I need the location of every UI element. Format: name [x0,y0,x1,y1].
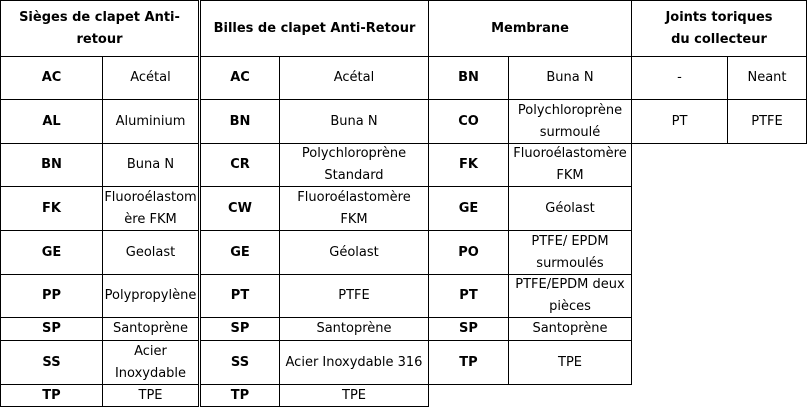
seat-code [0,143,103,187]
ball-material-text: PTFE [338,288,370,303]
membrane-code-text: PT [459,288,478,303]
membrane-material-text-line1: Polychloroprène [517,102,623,118]
balls-header [200,0,429,57]
seat-code [0,56,103,100]
seat-code-text: GE [41,244,62,260]
ball-code [200,317,280,341]
ball-code [200,384,280,407]
membrane-material-text-line2: surmoulés [536,255,604,271]
ball-material [279,99,429,144]
membrane-code-text: SP [459,321,478,336]
seat-material-text: Geolast [125,244,176,260]
ball-material [279,384,429,407]
membrane-material-text: Santoprène [532,321,608,336]
seat-material [102,317,199,341]
balls-header-text: Billes de clapet Anti-Retour [213,20,416,36]
ball-code [200,230,280,275]
seat-code-text: PP [41,288,62,303]
ball-material [279,340,429,385]
membrane-code [428,274,509,318]
ball-code-text: SS [230,354,250,370]
ball-material-text-line1: Polychloroprène [301,146,407,161]
oring-code [631,99,728,144]
ball-code-text: GE [230,244,250,260]
seat-material [102,99,199,144]
seats-header [0,0,199,57]
ball-code [200,186,280,231]
membrane-code [428,143,509,187]
ball-code [200,340,280,385]
ball-code-text: AC [230,70,250,85]
membrane-material-text-line1: Fluoroélastomère [513,146,627,161]
ball-material [279,186,429,231]
seat-material-text: Santoprène [112,321,189,336]
ball-material [279,230,429,275]
ball-material-text-line2: Standard [324,168,384,183]
seat-material-text-line1: Acier [134,343,167,359]
ball-code [200,274,280,318]
ball-material-text: Buna N [330,113,378,129]
membrane-code [428,317,509,341]
ball-code [200,56,280,100]
ball-code-text: TP [230,387,250,403]
membrane-material-text: Géolast [545,200,595,216]
ball-code-text: SP [230,321,250,336]
membrane-code-text: GE [458,200,479,216]
oring-code-text: - [677,70,682,85]
oring-material [727,99,807,144]
ball-material [279,143,429,187]
seat-code [0,274,103,318]
oring-material-text: Neant [747,70,787,85]
seat-code [0,186,103,231]
oring-code-text: PT [671,113,688,129]
membrane-material-text-line1: PTFE/ EPDM [531,233,609,249]
seat-material [102,186,199,231]
ball-material [279,56,429,100]
seat-material-text: Aluminium [115,113,186,129]
ball-material-text: Fluoroélastomère FKM [297,189,411,227]
ball-material-text: TPE [342,387,366,403]
ball-material [279,274,429,318]
orings-header-text-line2: du collecteur [671,31,767,47]
membrane-material [508,230,632,275]
seat-code-text: AL [42,113,61,129]
seat-material-text-line2: Inoxydable [114,365,187,381]
seat-code-text: AC [41,70,62,85]
ball-material-text: Géolast [329,244,379,260]
membrane-code-text: PO [458,244,479,260]
membrane-material [508,56,632,100]
ball-code [200,99,280,144]
membrane-material [508,99,632,144]
membrane-code [428,230,509,275]
seat-code [0,230,103,275]
membrane-code-text: TP [459,354,478,370]
seats-header-text: Sièges de clapet Anti-retour [19,9,180,47]
membrane-header-text: Membrane [491,20,569,36]
membrane-material [508,274,632,318]
seat-code [0,99,103,144]
membrane-material [508,317,632,341]
seat-code-text: TP [42,387,61,403]
membrane-material-text-line2: FKM [556,168,584,183]
membrane-code-text: BN [458,70,479,85]
seat-code [0,340,103,385]
seat-material [102,230,199,275]
seat-material-text: Buna N [126,157,175,172]
seat-material-text-line1: Fluoroélastom [104,189,197,205]
ball-code-text: BN [229,113,251,129]
seat-material [102,56,199,100]
seat-code-text: SS [42,354,61,370]
ball-code-text: CR [230,157,250,172]
seat-code-text: SP [42,321,61,336]
membrane-code [428,99,509,144]
ball-code-text: CW [228,200,252,216]
ball-code-text: PT [230,288,250,303]
membrane-material-text-line2: surmoulé [539,124,601,140]
ball-material-text: Santoprène [316,321,392,336]
ball-code [200,143,280,187]
seat-code [0,384,103,407]
seat-material-text-line2: ère FKM [124,211,177,227]
membrane-code [428,186,509,231]
membrane-material-text: Buna N [546,70,594,85]
ball-material-text: Acétal [333,70,375,85]
membrane-material-text-line2: pièces [549,299,591,314]
membrane-code [428,340,509,385]
membrane-code [428,56,509,100]
membrane-header [428,0,632,57]
oring-code [631,56,728,100]
oring-material-text: PTFE [751,113,783,129]
membrane-material-text: TPE [558,354,582,370]
seat-material-text: Acétal [130,70,171,85]
membrane-material [508,340,632,385]
oring-material [727,56,807,100]
ball-material-text: Acier Inoxydable 316 [285,354,423,370]
seat-material-text: Polypropylène [104,288,197,303]
membrane-material [508,186,632,231]
group-separator [198,0,201,407]
membrane-code-text: CO [458,113,479,129]
orings-header [631,0,807,57]
membrane-material [508,143,632,187]
seat-material [102,274,199,318]
membrane-material-text-line1: PTFE/EPDM deux [515,277,625,292]
seat-code-text: FK [42,200,61,216]
membrane-code-text: FK [459,157,478,172]
seat-code-text: BN [41,157,62,172]
seat-material [102,340,199,385]
ball-material [279,317,429,341]
seat-material-text: TPE [138,387,163,403]
seat-material [102,384,199,407]
orings-header-text-line1: Joints toriques [665,9,773,25]
seat-code [0,317,103,341]
seat-material [102,143,199,187]
